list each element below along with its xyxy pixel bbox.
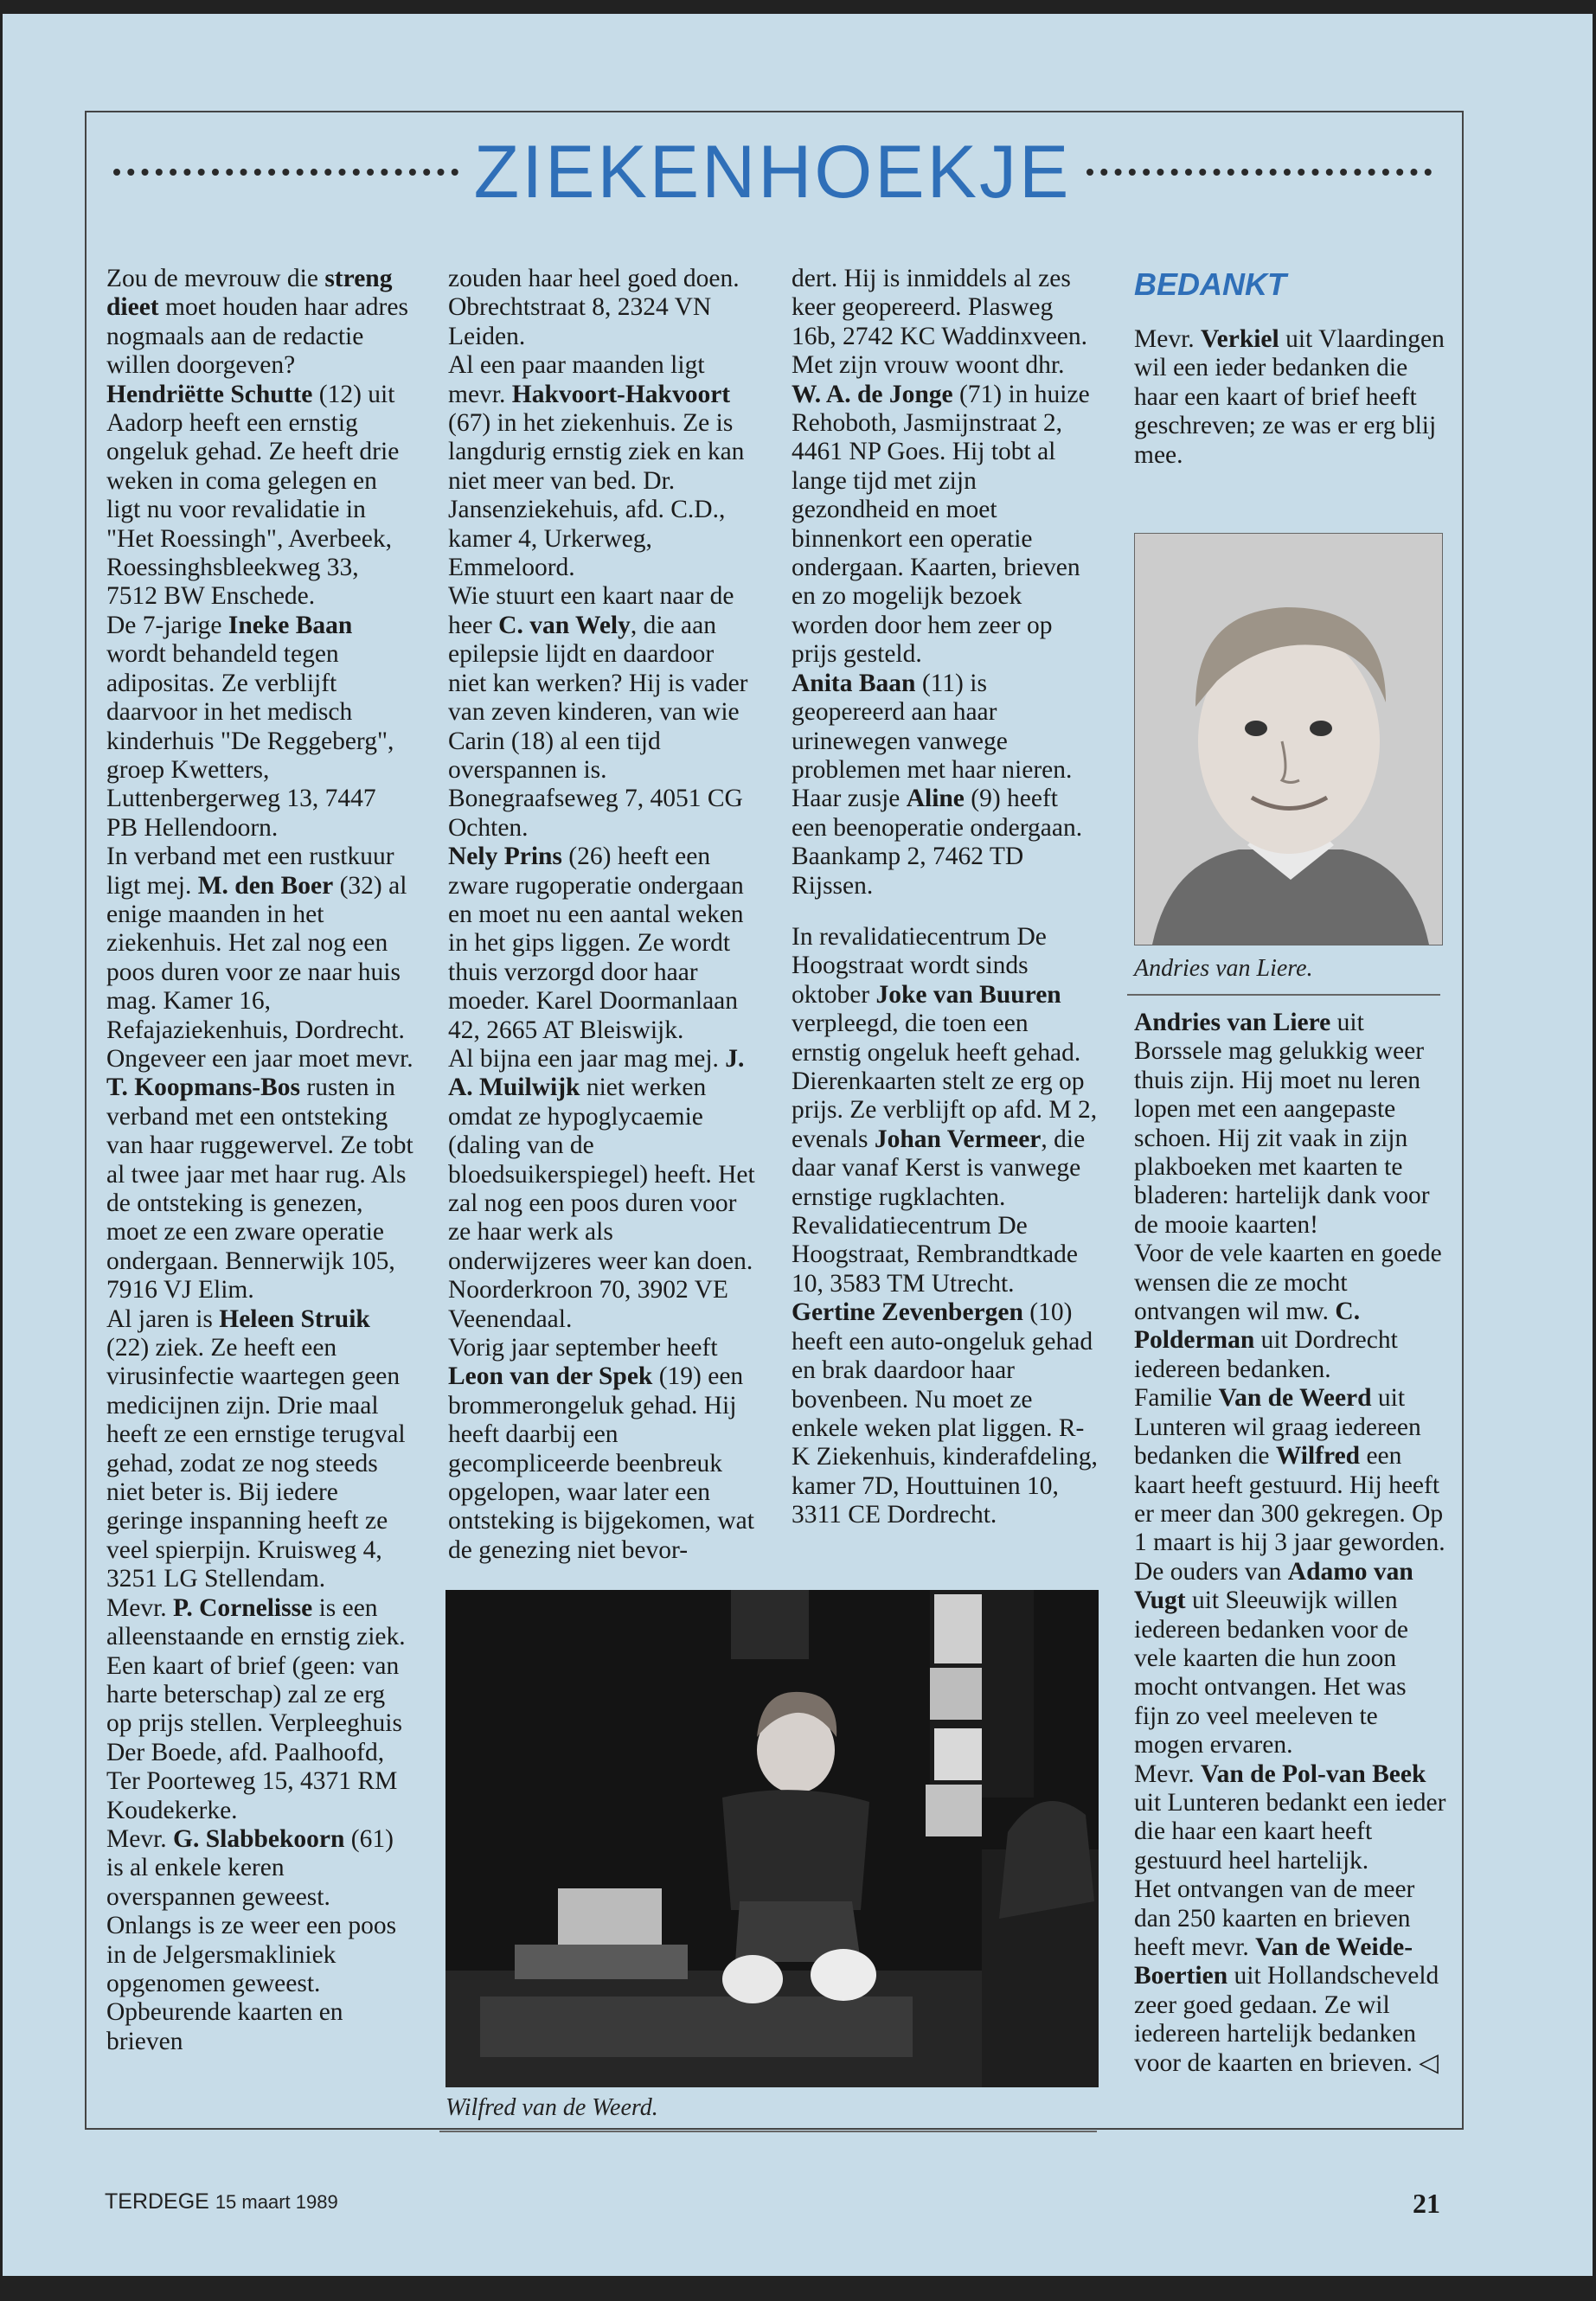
person-name: Andries van Liere — [1134, 1009, 1331, 1036]
article-paragraph: Vorig jaar september heeft Leon van der Spek (19) een brommerongeluk gehad. Hij heeft daarbij een gecompliceerde beenbreuk opgelopen, waar later een ontsteking is bijgekomen, wat de genezing niet bevor- — [448, 1334, 754, 1564]
portrait-photo — [1134, 533, 1443, 945]
article-paragraph: dert. Hij is inmiddels al zes keer geopereerd. Plasweg 16b, 2742 KC Waddinxveen. — [792, 265, 1088, 350]
text-column-3 — [792, 265, 1099, 901]
person-name: M. den Boer — [197, 871, 334, 900]
person-name: J. A. Muilwijk — [448, 1044, 745, 1102]
article-paragraph: Mevr. P. Cornelisse is een alleenstaande en ernstig ziek. Een kaart of brief (geen: van harte beterschap) zal ze erg op prijs stellen. Verpleeghuis Der Boede, afd. Paalhoofd, Ter Poorteweg 15, 4371 RM Koudekerke. — [106, 1593, 406, 1824]
article-paragraph: Ongeveer een jaar moet mevr. T. Koopmans-Bos rusten in verband met een ontsteking van haar ruggewervel. Ze tobt al twee jaar met haar rug. Als de ontsteking is genezen, moet ze een zware operatie ondergaan. Bennerwijk 105, 7916 VJ Elim. — [106, 1044, 413, 1304]
text-column-2 — [448, 265, 755, 1565]
person-name: Hendriëtte Schutte — [106, 380, 313, 408]
article-paragraph: zouden haar heel goed doen. Obrechtstraat 8, 2324 VN Leiden. — [448, 265, 740, 350]
article-paragraph: Voor de vele kaarten en goede wensen die ze mocht ontvangen wil mw. C. Polderman uit Dordrecht iedereen bedanken. — [1134, 1240, 1442, 1383]
dotted-rule-left — [113, 169, 458, 176]
article-paragraph: Anita Baan (11) is geopereerd aan haar urinewegen vanwege problemen met haar nieren. Haar zusje Aline (9) heeft een beenoperatie ondergaan. Baankamp 2, 7462 TD Rijssen. — [792, 669, 1083, 900]
page-number: 21 — [1413, 2188, 1440, 2219]
bedankt-column — [1134, 1009, 1447, 2078]
page-title: ZIEKENHOEKJE — [473, 130, 1072, 214]
child-with-cards-image — [445, 1590, 1099, 2087]
person-name: Aline — [906, 785, 965, 813]
article-paragraph: In revalidatiecentrum De Hoogstraat wordt sinds oktober Joke van Buuren verpleegd, die toen een ernstig ongeluk heeft gehad. Dierenkaarten stelt ze erg op prijs. Ze verblijft op afd. M 2, evenals Johan Vermeer, die daar vanaf Kerst is vanwege ernstige rugklachten. Revalidatiecentrum De Hoogstraat, Rembrandtkade 10, 3583 TM Utrecht. — [792, 923, 1098, 1298]
article-paragraph: Andries van Liere uit Borssele mag gelukkig weer thuis zijn. Hij moet nu leren lopen met een aangepaste schoen. Hij zit vaak in zijn plakboeken met kaarten te bladeren: hartelijk dank voor de mooie kaarten! — [1134, 1009, 1430, 1239]
person-name: C. van Wely — [498, 611, 631, 639]
photo-divider — [439, 2131, 1097, 2132]
article-paragraph: Gertine Zevenbergen (10) heeft een auto-ongeluk gehad en brak daardoor haar bovenbeen. Nu moet ze enkele weken plat liggen. R-K Ziekenhuis, kinderafdeling, kamer 7D, Houttuinen 10, 3311 CE Dordrecht. — [792, 1298, 1098, 1529]
article-paragraph: Mevr. Van de Pol-van Beek uit Lunteren bedankt een ieder die haar een kaart heeft gestuurd heel hartelijk. — [1134, 1759, 1446, 1875]
person-name: Van de Weide-Boertien — [1134, 1933, 1413, 1990]
section-header — [98, 125, 1447, 220]
article-paragraph: Nely Prins (26) heeft een zware rugoperatie ondergaan en moet nu een aantal weken in het gips liggen. Ze wordt thuis verzorgd door haar moeder. Karel Doormanlaan 42, 2665 AT Bleiswijk. — [448, 843, 744, 1044]
article-paragraph: Wie stuurt een kaart naar de heer C. van Wely, die aan epilepsie lijdt en daardoor niet kan werken? Hij is vader van zeven kinderen, van wie Carin (18) al een tijd overspannen is. Bonegraafseweg 7, 4051 CG Ochten. — [448, 582, 748, 842]
person-name: Adamo van Vugt — [1134, 1557, 1413, 1615]
person-name: G. Slabbekoorn — [173, 1824, 345, 1853]
page-footer — [105, 2189, 338, 2214]
article-paragraph: Al jaren is Heleen Struik (22) ziek. Ze heeft een virusinfectie waartegen geen medicijnen zijn. Drie maal heeft ze een ernstige terugval gehad, zodat ze nog steeds niet beter is. Bij iedere geringe inspanning heeft ze veel spierpijn. Kruisweg 4, 3251 LG Stellendam. — [106, 1304, 406, 1593]
bedankt-intro — [1134, 325, 1445, 470]
person-name: Ineke Baan — [228, 611, 353, 639]
person-name: Leon van der Spek — [448, 1362, 653, 1391]
portrait-caption: Andries van Liere. — [1134, 955, 1313, 982]
article-paragraph: De ouders van Adamo van Vugt uit Sleeuwijk willen iedereen bedanken voor de vele kaarten die hun zoon mocht ontvangen. Het was fijn zo veel meeleven te mogen ervaren. — [1134, 1557, 1413, 1759]
article-paragraph: Hendriëtte Schutte (12) uit Aadorp heeft een ernstig ongeluk gehad. Ze heeft drie weken in coma gelegen en ligt nu voor revalidatie in "Het Roessingh", Averbeek, Roessinghsbleekweg 33, 7512 BW Enschede. — [106, 380, 400, 611]
wilfred-photo — [445, 1590, 1099, 2087]
person-name: T. Koopmans-Bos — [106, 1074, 301, 1102]
person-name: Joke van Buuren — [875, 980, 1061, 1009]
person-name: streng dieet — [106, 265, 393, 322]
magazine-page — [3, 14, 1593, 2276]
person-name: Nely Prins — [448, 843, 562, 871]
article-paragraph: Het ontvangen van de meer dan 250 kaarten en brieven heeft mevr. Van de Weide-Boertien uit Hollandscheveld zeer goed gedaan. Ze wil iedereen hartelijk bedanken voor de kaarten en brieven. ◁ — [1134, 1875, 1439, 2077]
person-name: Verkiel — [1201, 325, 1279, 353]
article-paragraph: Familie Van de Weerd uit Lunteren wil graag iedereen bedanken die Wilfred een kaart heeft gestuurd. Hij heeft er meer dan 300 gekregen. Op 1 maart is hij 3 jaar geworden. — [1134, 1384, 1445, 1557]
caption-divider — [1127, 994, 1440, 996]
person-name: W. A. de Jonge — [792, 380, 953, 408]
article-paragraph: Zou de mevrouw die streng dieet moet houden haar adres nogmaals aan de redactie willen doorgeven? — [106, 265, 408, 380]
person-name: Wilfred — [1275, 1442, 1361, 1471]
person-name: Van de Pol-van Beek — [1201, 1759, 1426, 1788]
article-paragraph: Met zijn vrouw woont dhr. W. A. de Jonge (71) in huize Rehoboth, Jasmijnstraat 2, 4461 NP Goes. Hij tobt al lange tijd met zijn gezondheid en moet binnenkort een operatie ondergaan. Kaarten, brieven en zo mogelijk bezoek worden door hem zeer op prijs gesteld. — [792, 351, 1090, 669]
person-name: Van de Weerd — [1218, 1384, 1372, 1413]
dotted-rule-right — [1086, 169, 1432, 176]
issue-date: 15 maart 1989 — [215, 2191, 338, 2213]
article-paragraph: Al een paar maanden ligt mevr. Hakvoort-Hakvoort (67) in het ziekenhuis. Ze is langdurig ernstig ziek en kan niet meer van bed. Dr. Jansenziekehuis, afd. C.D., kamer 4, Urkerweg, Emmeloord. — [448, 351, 745, 582]
article-paragraph: In verband met een rustkuur ligt mej. M. den Boer (32) al enige maanden in het ziekenhuis. Het zal nog een poos duren voor ze naar huis mag. Kamer 16, Refajaziekenhuis, Dordrecht. — [106, 843, 407, 1044]
article-paragraph: Mevr. Verkiel uit Vlaardingen wil een ieder bedanken die haar een kaart of brief heeft geschreven; ze was er erg blij mee. — [1134, 325, 1445, 469]
person-name: Gertine Zevenbergen — [792, 1298, 1023, 1327]
text-column-1 — [106, 265, 413, 2056]
magazine-name: TERDEGE — [105, 2189, 209, 2214]
article-paragraph: Mevr. G. Slabbekoorn (61) is al enkele keren overspannen geweest. Onlangs is ze weer een poos in de Jelgersmakliniek opgenomen geweest. Opbeurende kaarten en brieven — [106, 1824, 397, 2055]
article-paragraph: Al bijna een jaar mag mej. J. A. Muilwijk niet werken omdat ze hypoglycaemie (daling van de bloedsuikerspiegel) heeft. Het zal nog een poos duren voor ze haar werk als onderwijzeres weer kan doen. Noorderkroon 70, 3902 VE Veenendaal. — [448, 1044, 755, 1333]
text-column-3-lower — [792, 923, 1099, 1530]
article-paragraph: De 7-jarige Ineke Baan wordt behandeld tegen adipositas. Ze verblijft daarvoor in het medisch kinderhuis "De Reggeberg", groep Kwetters, Luttenbergerweg 13, 7447 PB Hellendoorn. — [106, 611, 394, 842]
person-name: Johan Vermeer — [874, 1125, 1042, 1153]
person-name: Heleen Struik — [219, 1304, 370, 1333]
child-portrait-image — [1135, 534, 1442, 945]
person-name: C. Polderman — [1134, 1298, 1361, 1355]
person-name: Hakvoort-Hakvoort — [511, 380, 731, 408]
bedankt-heading: BEDANKT — [1134, 266, 1286, 302]
wilfred-caption: Wilfred van de Weerd. — [445, 2094, 658, 2121]
person-name: P. Cornelisse — [173, 1593, 313, 1622]
person-name: Anita Baan — [792, 669, 916, 697]
